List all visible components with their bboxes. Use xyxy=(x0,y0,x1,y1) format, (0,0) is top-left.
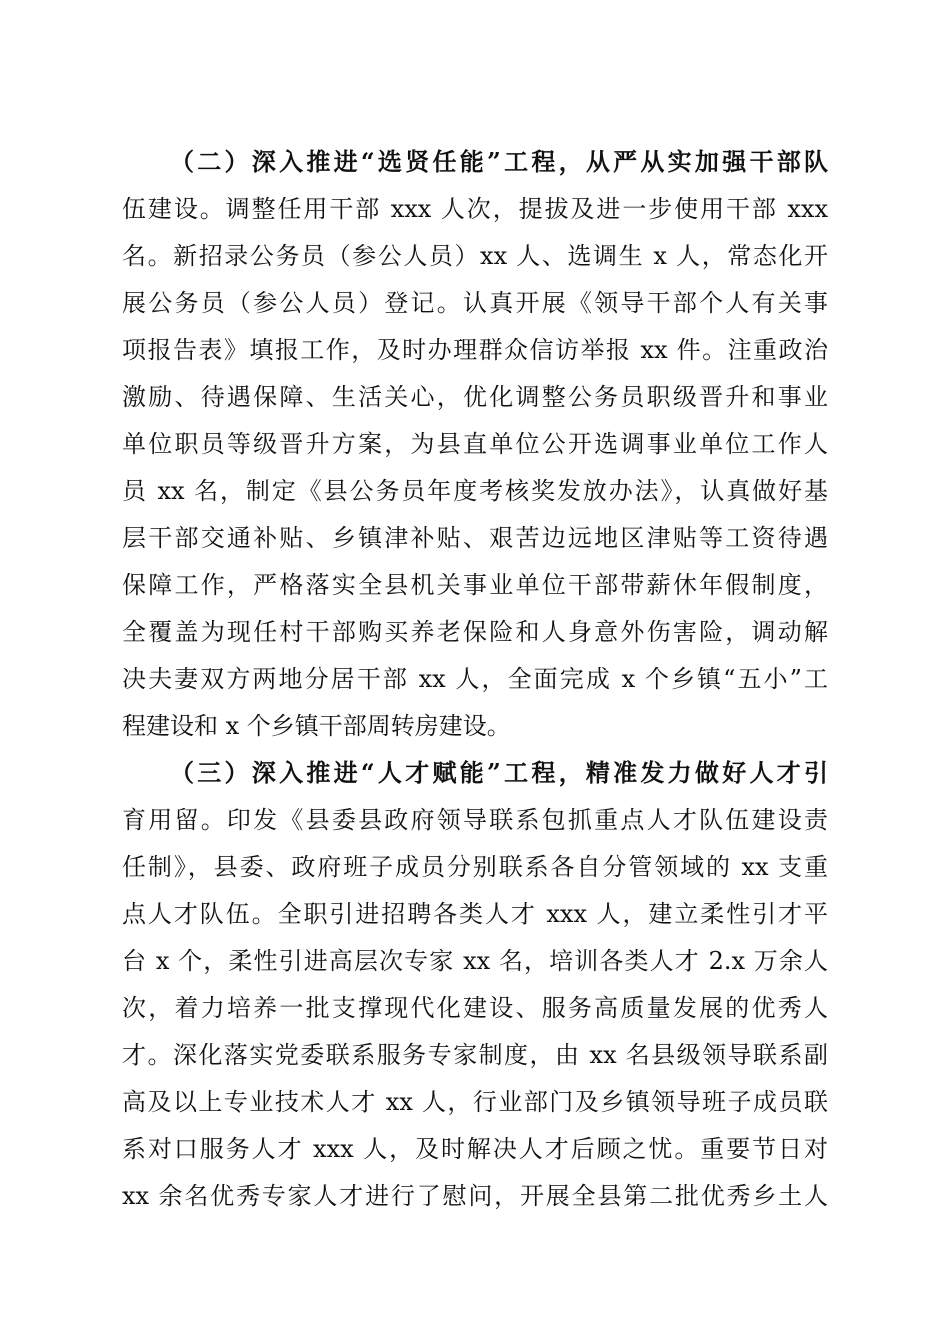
section-3-line: 系对口服务人才 xxx 人，及时解决人才后顾之忧。重要节日对 xyxy=(122,1135,828,1163)
section-3-line: xx 余名优秀专家人才进行了慰问，开展全县第二批优秀乡土人 xyxy=(122,1182,828,1210)
section-2-line: 展公务员（参公人员）登记。认真开展《领导干部个人有关事 xyxy=(122,289,828,317)
section-3-line: 才。深化落实党委联系服务专家制度，由 xx 名县级领导联系副 xyxy=(122,1041,828,1069)
section-2-line: 激励、待遇保障、生活关心，优化调整公务员职级晋升和事业 xyxy=(122,383,828,411)
section-2-line: 保障工作，严格落实全县机关事业单位干部带薪休年假制度， xyxy=(122,571,828,599)
section-2-line: 名。新招录公务员（参公人员）xx 人、选调生 x 人，常态化开 xyxy=(122,242,828,270)
section-3-line: 任制》，县委、政府班子成员分别联系各自分管领域的 xx 支重 xyxy=(122,853,828,881)
section-2-line: 全覆盖为现任村干部购买养老保险和人身意外伤害险，调动解 xyxy=(122,618,828,646)
section-3-heading: （三）深入推进“人才赋能”工程，精准发力做好人才引 xyxy=(170,758,828,787)
section-2-line: 项报告表》填报工作，及时办理群众信访举报 xx 件。注重政治 xyxy=(122,336,828,364)
section-3-line: 点人才队伍。全职引进招聘各类人才 xxx 人，建立柔性引才平 xyxy=(122,900,828,928)
section-2-line: 员 xx 名，制定《县公务员年度考核奖发放办法》，认真做好基 xyxy=(122,477,828,505)
section-2-line: 程建设和 x 个乡镇干部周转房建设。 xyxy=(122,712,511,740)
section-2-line: 决夫妻双方两地分居干部 xx 人，全面完成 x 个乡镇“五小”工 xyxy=(122,665,828,693)
section-2-line: 伍建设。调整任用干部 xxx 人次，提拔及进一步使用干部 xxx xyxy=(122,195,828,223)
section-2-line: 单位职员等级晋升方案，为县直单位公开选调事业单位工作人 xyxy=(122,430,828,458)
section-2-heading: （二）深入推进“选贤任能”工程，从严从实加强干部队 xyxy=(170,147,828,176)
section-3-line: 次，着力培养一批支撑现代化建设、服务高质量发展的优秀人 xyxy=(122,994,828,1022)
section-3-line: 台 x 个，柔性引进高层次专家 xx 名，培训各类人才 2.x 万余人 xyxy=(122,947,828,975)
section-3-line: 高及以上专业技术人才 xx 人，行业部门及乡镇领导班子成员联 xyxy=(122,1088,828,1116)
section-3-line: 育用留。印发《县委县政府领导联系包抓重点人才队伍建设责 xyxy=(122,806,828,834)
section-2-line: 层干部交通补贴、乡镇津补贴、艰苦边远地区津贴等工资待遇 xyxy=(122,524,828,552)
